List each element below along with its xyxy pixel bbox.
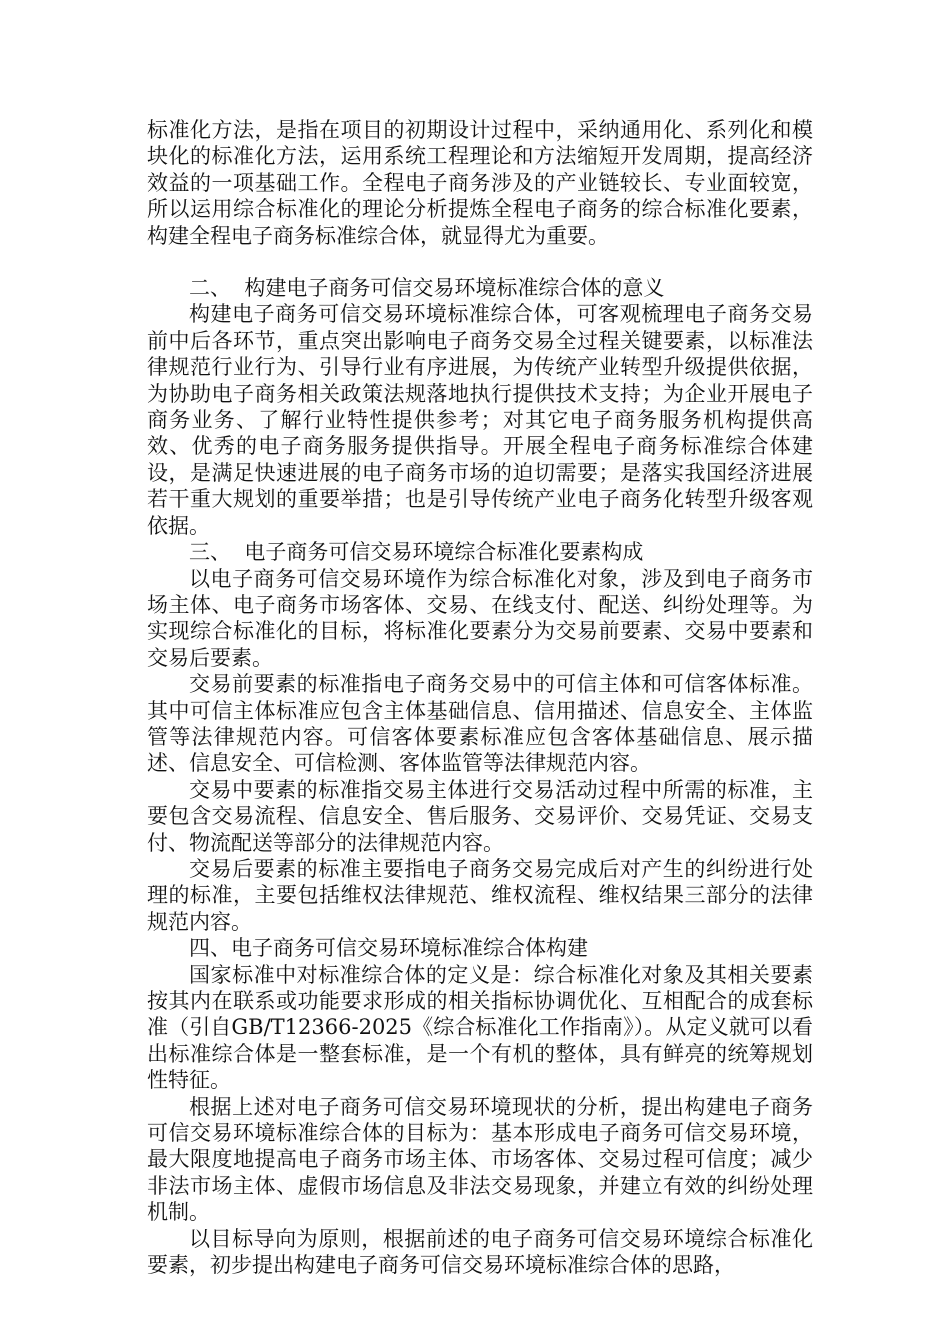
section-2-heading: 二、 构建电子商务可信交易环境标准综合体的意义 bbox=[189, 276, 665, 301]
paragraph-gap bbox=[147, 249, 813, 275]
section-3-paragraph-2: 交易前要素的标准指电子商务交易中的可信主体和可信客体标准。其中可信主体标准应包含主体基础信息、信用描述、信息安全、主体监管等法律规范内容。可信客体要素标准应包含客体基础信息、展示描述、信息安全、可信检测、客体监管等法律规范内容。 bbox=[147, 672, 813, 776]
section-4-heading: 四、电子商务可信交易环境标准综合体构建 bbox=[189, 936, 588, 961]
document-page bbox=[147, 117, 813, 1278]
section-3-paragraph-1: 以电子商务可信交易环境作为综合标准化对象，涉及到电子商务市场主体、电子商务市场客体、交易、在线支付、配送、纠纷处理等。为实现综合标准化的目标，将标准化要素分为交易前要素、交易中要素和交易后要素。 bbox=[147, 566, 813, 670]
section-4-paragraph-3: 以目标导向为原则，根据前述的电子商务可信交易环境综合标准化要素，初步提出构建电子商务可信交易环境标准综合体的思路， bbox=[147, 1226, 813, 1278]
section-4-paragraph-1: 国家标准中对标准综合体的定义是：综合标准化对象及其相关要素按其内在联系或功能要求形成的相关指标协调优化、互相配合的成套标准（引自GB/T12366-2025《综合标准化工作指南》）。从定义就可以看出标准综合体是一整套标准，是一个有机的整体，具有鲜亮的统筹规划性特征。 bbox=[147, 962, 813, 1093]
intro-paragraph: 标准化方法，是指在项目的初期设计过程中，采纳通用化、系列化和模块化的标准化方法，运用系统工程理论和方法缩短开发周期，提高经济效益的一项基础工作。全程电子商务涉及的产业链较长、专业面较宽，所以运用综合标准化的理论分析提炼全程电子商务的综合标准化要素，构建全程电子商务标准综合体，就显得尤为重要。 bbox=[147, 118, 813, 248]
section-3-paragraph-4: 交易后要素的标准主要指电子商务交易完成后对产生的纠纷进行处理的标准，主要包括维权法律规范、维权流程、维权结果三部分的法律规范内容。 bbox=[147, 856, 813, 934]
section-3-heading: 三、 电子商务可信交易环境综合标准化要素构成 bbox=[189, 540, 644, 565]
section-2-paragraph-1: 构建电子商务可信交易环境标准综合体，可客观梳理电子商务交易前中后各环节，重点突出影响电子商务交易全过程关键要素，以标准法律规范行业行为、引导行业有序进展，为传统产业转型升级提供依据，为协助电子商务相关政策法规落地执行提供技术支持；为企业开展电子商务业务、了解行业特性提供参考；对其它电子商务服务机构提供高效、优秀的电子商务服务提供指导。开展全程电子商务标准综合体建设，是满足快速进展的电子商务市场的迫切需要；是落实我国经济进展若干重大规划的重要举措；也是引导传统产业电子商务化转型升级客观依据。 bbox=[147, 302, 813, 538]
section-3-paragraph-3: 交易中要素的标准指交易主体进行交易活动过程中所需的标准，主要包含交易流程、信息安全、售后服务、交易评价、交易凭证、交易支付、物流配送等部分的法律规范内容。 bbox=[147, 777, 813, 855]
section-4-paragraph-2: 根据上述对电子商务可信交易环境现状的分析，提出构建电子商务可信交易环境标准综合体的目标为：基本形成电子商务可信交易环境，最大限度地提高电子商务市场主体、市场客体、交易过程可信度；减少非法市场主体、虚假市场信息及非法交易现象，并建立有效的纠纷处理机制。 bbox=[147, 1094, 813, 1225]
